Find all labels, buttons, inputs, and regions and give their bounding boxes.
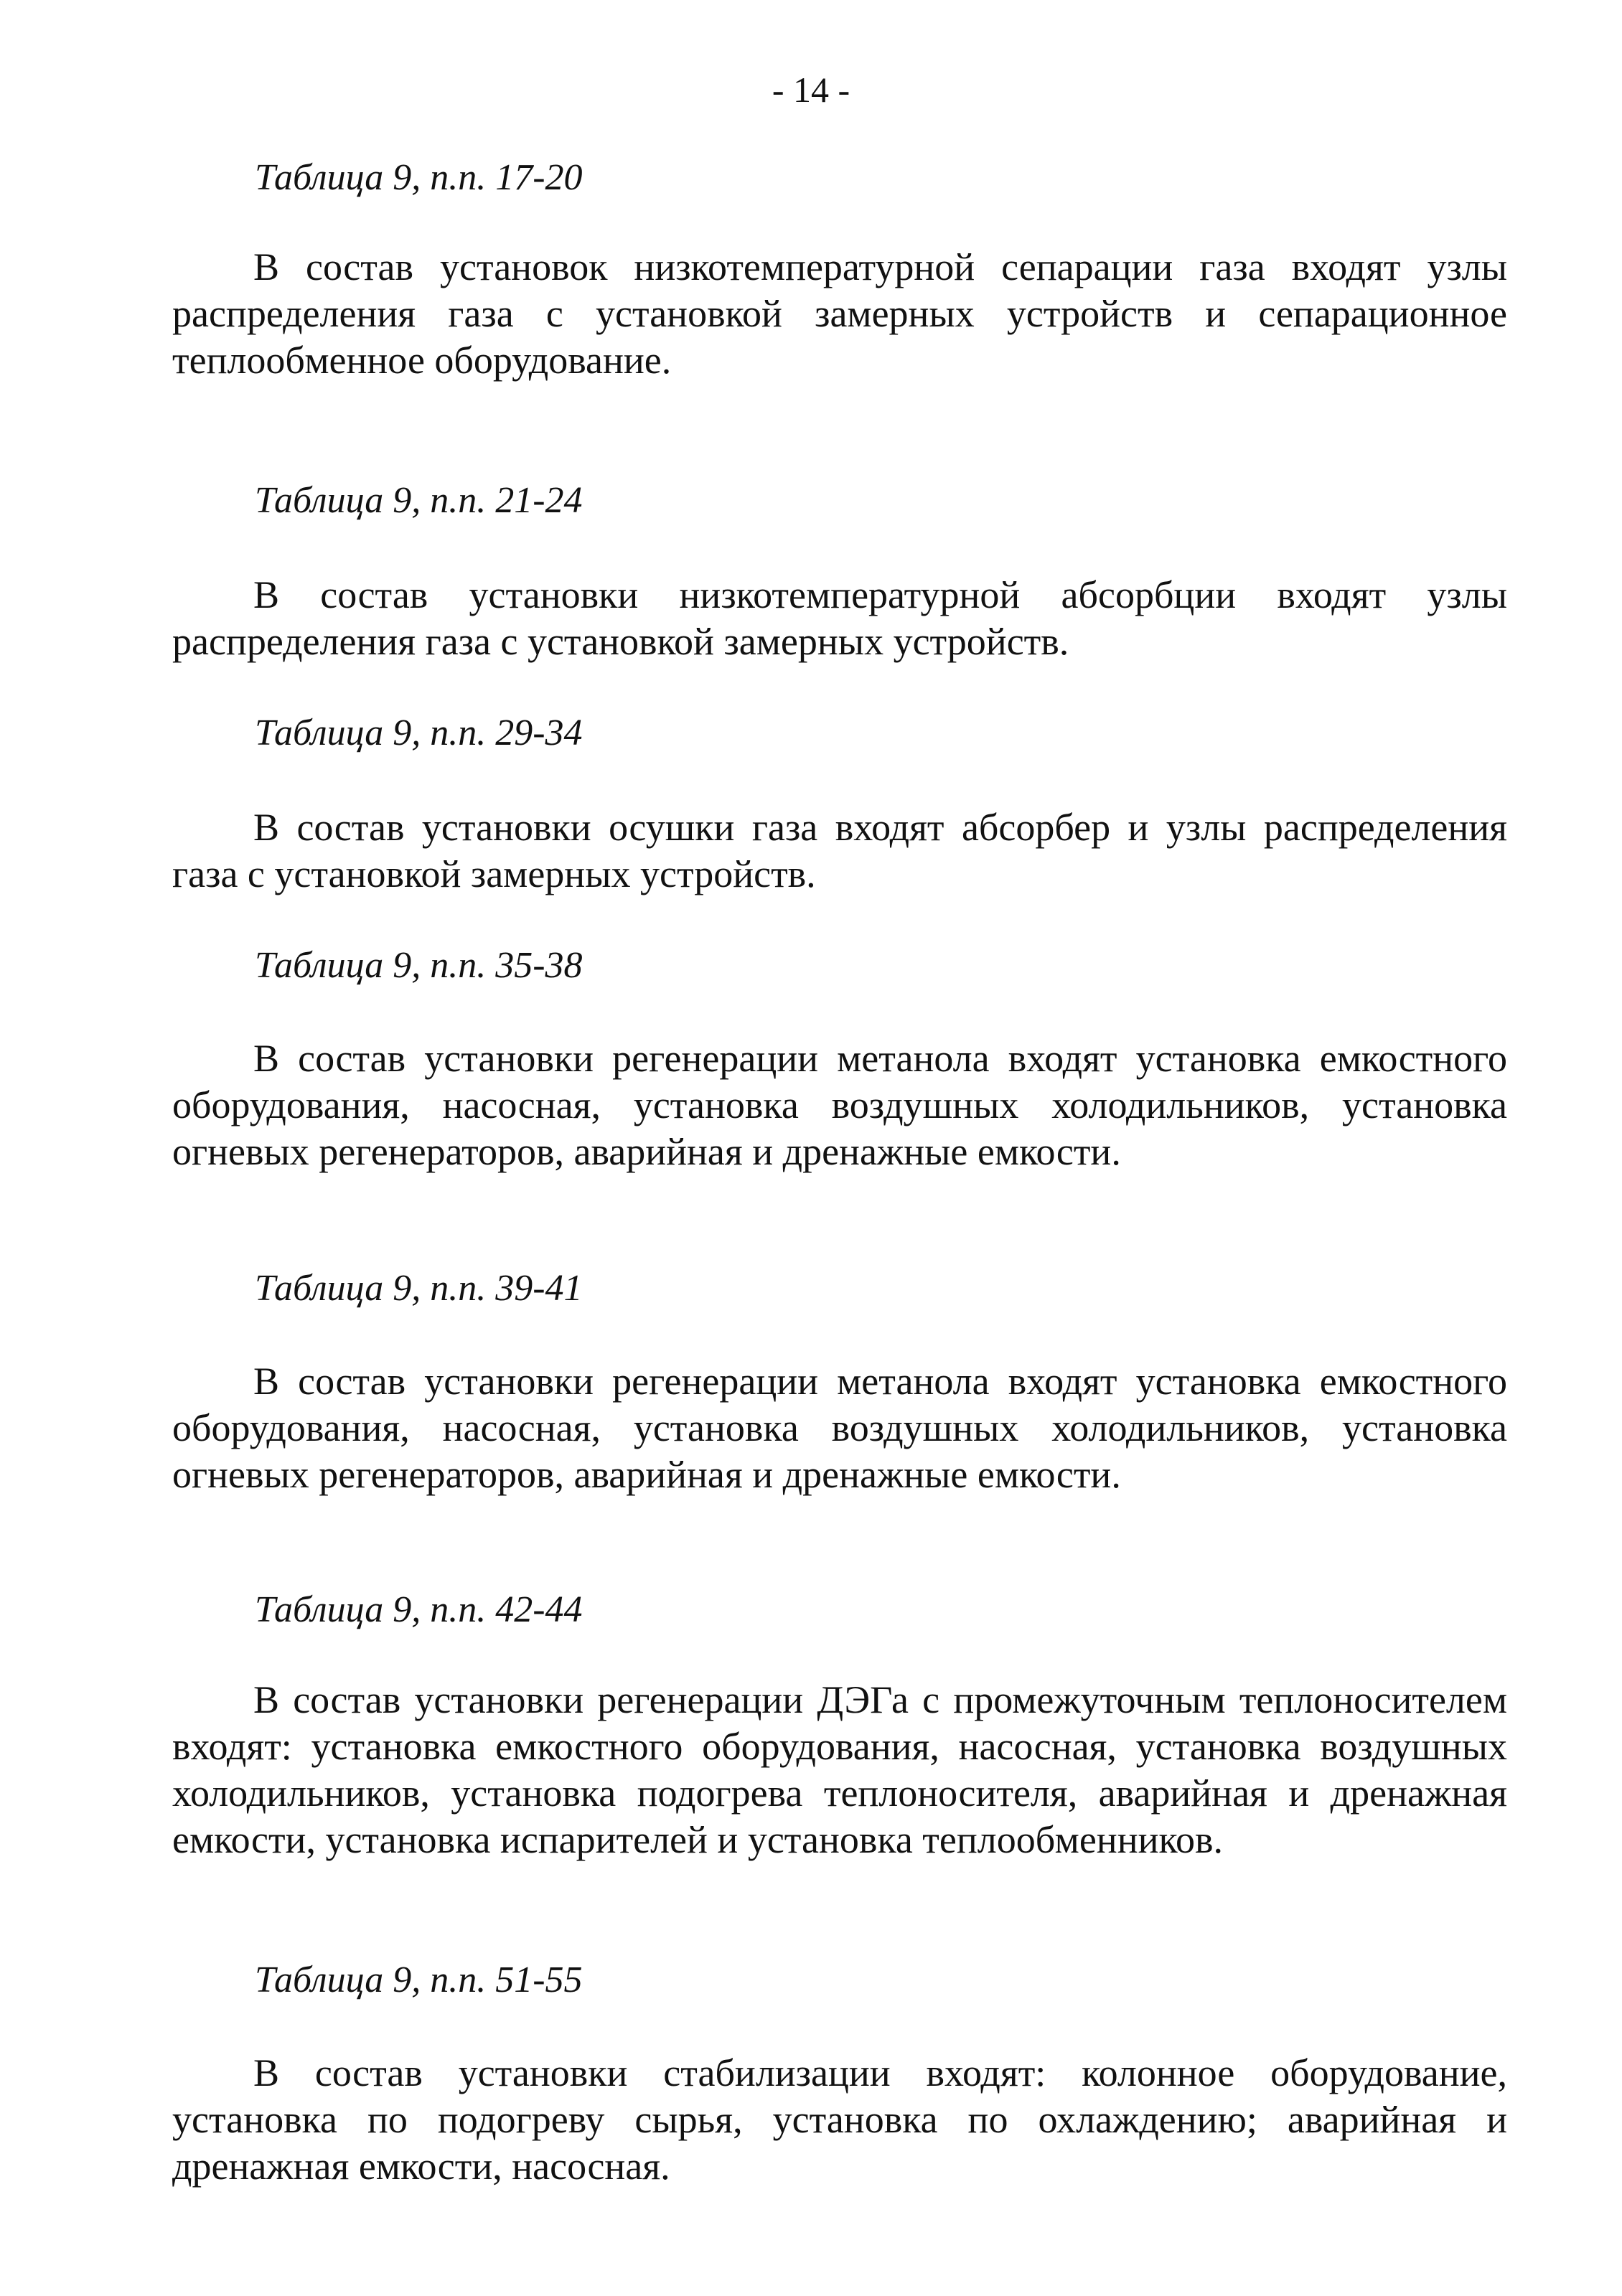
section-heading: Таблица 9, п.п. 29-34 [255, 712, 583, 753]
page-number: - 14 - [772, 70, 850, 110]
section-heading: Таблица 9, п.п. 35-38 [255, 945, 583, 986]
section-heading: Таблица 9, п.п. 42-44 [255, 1589, 583, 1630]
section-paragraph: В состав установки регенерации метанола входят установка емкостного оборудования, насосная, установка воздушных холодильников, установка огневых регенераторов, аварийная и дренажные емкости. [172, 1037, 1507, 1173]
section-paragraph: В состав установки осушки газа входят абсорбер и узлы распределения газа с установкой замерных устройств. [172, 806, 1507, 895]
section-heading: Таблица 9, п.п. 39-41 [255, 1268, 583, 1309]
section-paragraph: В состав установки низкотемпературной абсорбции входят узлы распределения газа с установкой замерных устройств. [172, 573, 1507, 663]
section-paragraph: В состав установки стабилизации входят: колонное оборудование, установка по подогреву сырья, установка по охлаждению; аварийная и дренажная емкости, насосная. [172, 2051, 1507, 2188]
section-heading: Таблица 9, п.п. 51-55 [255, 1959, 583, 2000]
section-heading: Таблица 9, п.п. 17-20 [255, 157, 583, 198]
section-paragraph: В состав установки регенерации ДЭГа с промежуточным теплоносителем входят: установка емкостного оборудования, насосная, установка воздушных холодильников, установка подогрева теплоносителя, аварийная и дренажная емкости, установка испарителей и установка теплообменников. [172, 1678, 1507, 1861]
section-paragraph: В состав установки регенерации метанола входят установка емкостного оборудования, насосная, установка воздушных холодильников, установка огневых регенераторов, аварийная и дренажные емкости. [172, 1360, 1507, 1496]
section-paragraph: В состав установок низкотемпературной сепарации газа входят узлы распределения газа с установкой замерных устройств и сепарационное теплообменное оборудование. [172, 245, 1507, 382]
section-heading: Таблица 9, п.п. 21-24 [255, 480, 583, 521]
